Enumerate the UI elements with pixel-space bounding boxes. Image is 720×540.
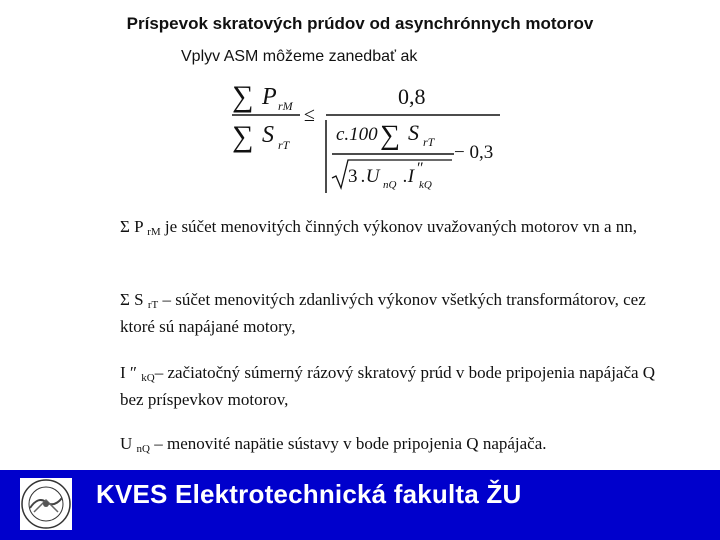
definition-u-nq: U $_{nQ}$ – menovité napätie sústavy v bode pripojenia Q napájača. <box>120 434 547 455</box>
definition-s-rt: Σ S $_{rT}$ – súčet menovitých zdanlivých výkonov všetkých transformátorov, cez ktoré sú napájané motory, <box>120 290 646 336</box>
nested-S-sub: rT <box>423 135 435 149</box>
sqrt3: 3 <box>348 166 358 187</box>
I-sub: kQ <box>419 179 432 191</box>
nested-S: S <box>408 120 419 145</box>
denominator-sum: ∑ <box>232 120 254 153</box>
denominator-S-sub: rT <box>278 138 290 152</box>
slide-subtitle: Vplyv ASM môžeme zanedbať ak <box>181 48 418 65</box>
numerator-P-sub: rM <box>278 99 293 113</box>
slide-title: Príspevok skratových prúdov od asynchrónnych motorov <box>126 14 594 33</box>
value-0-8: 0,8 <box>398 84 426 109</box>
numerator-sum: ∑ <box>232 80 254 113</box>
U-sub: nQ <box>383 179 397 191</box>
U-term: .U <box>361 166 380 187</box>
footer-text: KVES Elektrotechnická fakulta ŽU <box>96 479 522 509</box>
university-seal-icon <box>20 478 72 530</box>
minus-0-3: − 0,3 <box>454 142 494 163</box>
c100: c.100 <box>336 124 378 145</box>
denominator-S: S <box>262 122 274 148</box>
condition-formula <box>228 76 508 196</box>
definition-p-rm: Σ P $_{rM}$ je súčet menovitých činných výkonov uvažovaných motorov vn a nn, <box>120 217 638 238</box>
I-prime: ″ <box>417 160 424 177</box>
I-term: .I <box>403 166 415 187</box>
definition-i-kq: I ″ $_{kQ}$– začiatočný súmerný rázový skratový prúd v bode pripojenia napájača Q bez príspevkov motorov, <box>120 363 656 409</box>
nested-sum: ∑ <box>380 120 400 151</box>
leq-sign: ≤ <box>304 104 315 126</box>
numerator-P: P <box>262 84 277 110</box>
